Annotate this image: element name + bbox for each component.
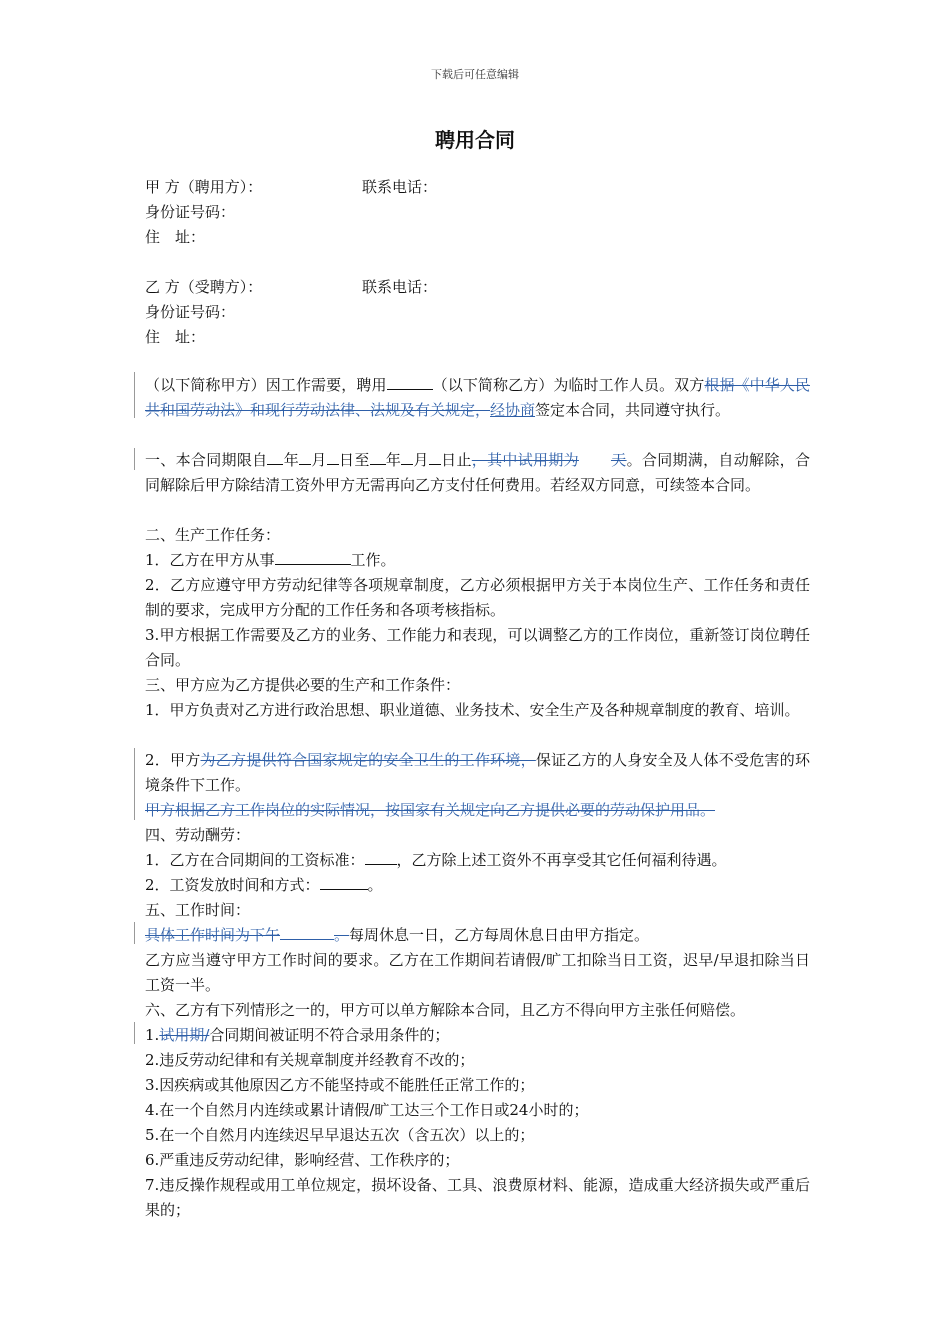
section-3-item-2: 2．甲方为乙方提供符合国家规定的安全卫生的工作环境，保证乙方的人身安全及人体不受危害的环境条件下工作。 bbox=[145, 751, 810, 794]
section-5-heading: 五、工作时间： bbox=[145, 901, 251, 919]
party-b-id: 身份证号码： bbox=[145, 303, 236, 321]
start-year-blank bbox=[267, 448, 283, 465]
section-2-item-2: 2．乙方应遵守甲方劳动纪律等各项规章制度，乙方必须根据甲方关于本岗位生产、工作任务和责任制的要求，完成甲方分配的工作任务和各项考核指标。 bbox=[145, 576, 810, 619]
party-b-phone: 联系电话： bbox=[362, 278, 438, 296]
section-1-term: 一、本合同期限自 年 月 日至 年 月 日止，其中试用期为 天。合同期满，自动解除，合同解除后甲方除结清工资外甲方无需再向乙方支付任何费用。若经双方同意，可续签本合同。 bbox=[145, 448, 810, 498]
deleted-text: 试用期/ bbox=[159, 1026, 210, 1044]
party-b-address: 住 址： bbox=[145, 328, 206, 346]
section-2-heading: 二、生产工作任务： bbox=[145, 526, 281, 544]
section-2-item-3: 3.甲方根据工作需要及乙方的业务、工作能力和表现，可以调整乙方的工作岗位，重新签订岗位聘任合同。 bbox=[145, 626, 810, 669]
revision-bar bbox=[134, 748, 135, 820]
start-day-blank bbox=[327, 448, 339, 465]
deleted-text: ，其中试用期为 bbox=[471, 451, 579, 469]
section-3-heading: 三、甲方应为乙方提供必要的生产和工作条件： bbox=[145, 676, 461, 694]
deleted-text: 具体工作时间为下午 bbox=[145, 926, 281, 944]
section-6-item-1: 1.试用期/合同期间被证明不符合录用条件的； bbox=[145, 1026, 450, 1044]
section-6-item-6: 6.严重违反劳动纪律，影响经营、工作秩序的； bbox=[145, 1151, 460, 1169]
revision-bar bbox=[134, 1022, 135, 1044]
deleted-blank bbox=[280, 923, 334, 940]
end-day-blank bbox=[429, 448, 441, 465]
deleted-text: 为乙方提供符合国家规定的安全卫生的工作环境， bbox=[200, 751, 536, 769]
salary-blank bbox=[365, 848, 397, 865]
revision-bar bbox=[134, 448, 135, 470]
end-month-blank bbox=[401, 448, 413, 465]
party-a-id: 身份证号码： bbox=[145, 203, 236, 221]
section-4-item-2: 2．工资发放时间和方式： 。 bbox=[145, 873, 383, 898]
section-6-item-4: 4.在一个自然月内连续或累计请假/旷工达三个工作日或24小时的； bbox=[145, 1101, 589, 1119]
party-a-address: 住 址： bbox=[145, 228, 206, 246]
page-title: 聘用合同 bbox=[435, 128, 515, 152]
section-6-item-7: 7.违反操作规程或用工单位规定，损坏设备、工具、浪费原材料、能源，造成重大经济损失或严重后果的； bbox=[145, 1176, 810, 1219]
section-4-heading: 四、劳动酬劳： bbox=[145, 826, 251, 844]
party-a-phone: 联系电话： bbox=[362, 178, 438, 196]
section-6-item-3: 3.因疾病或其他原因乙方不能坚持或不能胜任正常工作的； bbox=[145, 1076, 535, 1094]
start-month-blank bbox=[299, 448, 311, 465]
job-blank bbox=[275, 548, 351, 565]
party-a-label: 甲 方（聘用方）： bbox=[145, 178, 263, 196]
section-6-item-5: 5.在一个自然月内连续迟早早退达五次（含五次）以上的； bbox=[145, 1126, 535, 1144]
section-5-line-1: 具体工作时间为下午 。每周休息一日，乙方每周休息日由甲方指定。 bbox=[145, 923, 649, 948]
section-6-heading: 六、乙方有下列情形之一的，甲方可以单方解除本合同，且乙方不得向甲方主张任何赔偿。 bbox=[145, 1001, 746, 1019]
deleted-text: 。 bbox=[334, 926, 350, 944]
revision-bar bbox=[134, 372, 135, 418]
party-b-label: 乙 方（受聘方）： bbox=[145, 278, 263, 296]
section-3-item-1: 1．甲方负责对乙方进行政治思想、职业道德、业务技术、安全生产及各种规章制度的教育、培训。 bbox=[145, 701, 800, 719]
deleted-text: 天 bbox=[610, 451, 627, 469]
section-2-item-1: 1．乙方在甲方从事 工作。 bbox=[145, 548, 396, 573]
revision-bar bbox=[134, 922, 135, 944]
inserted-text: 经协商 bbox=[490, 401, 536, 419]
employee-name-blank bbox=[387, 373, 433, 390]
intro-paragraph: （以下简称甲方）因工作需要，聘用 （以下简称乙方）为临时工作人员。双方根据《中华人民共和国劳动法》和现行劳动法律、法规及有关规定，经协商签定本合同，共同遵守执行。 bbox=[145, 373, 810, 423]
payment-method-blank bbox=[320, 873, 368, 890]
section-5-paragraph-2: 乙方应当遵守甲方工作时间的要求。乙方在工作期间若请假/旷工扣除当日工资，迟早/早退扣除当日工资一半。 bbox=[145, 951, 810, 994]
section-6-item-2: 2.违反劳动纪律和有关规章制度并经教育不改的； bbox=[145, 1051, 475, 1069]
deleted-line: 甲方根据乙方工作岗位的实际情况，按国家有关规定向乙方提供必要的劳动保护用品。 bbox=[145, 801, 716, 819]
section-4-item-1: 1．乙方在合同期间的工资标准： ，乙方除上述工资外不再享受其它任何福利待遇。 bbox=[145, 848, 727, 873]
deleted-text: 根据《中华人民共和国劳动法》和现行劳动法律、法规及有关规定， bbox=[145, 376, 810, 419]
end-year-blank bbox=[370, 448, 386, 465]
header-note: 下载后可任意编辑 bbox=[431, 68, 519, 81]
